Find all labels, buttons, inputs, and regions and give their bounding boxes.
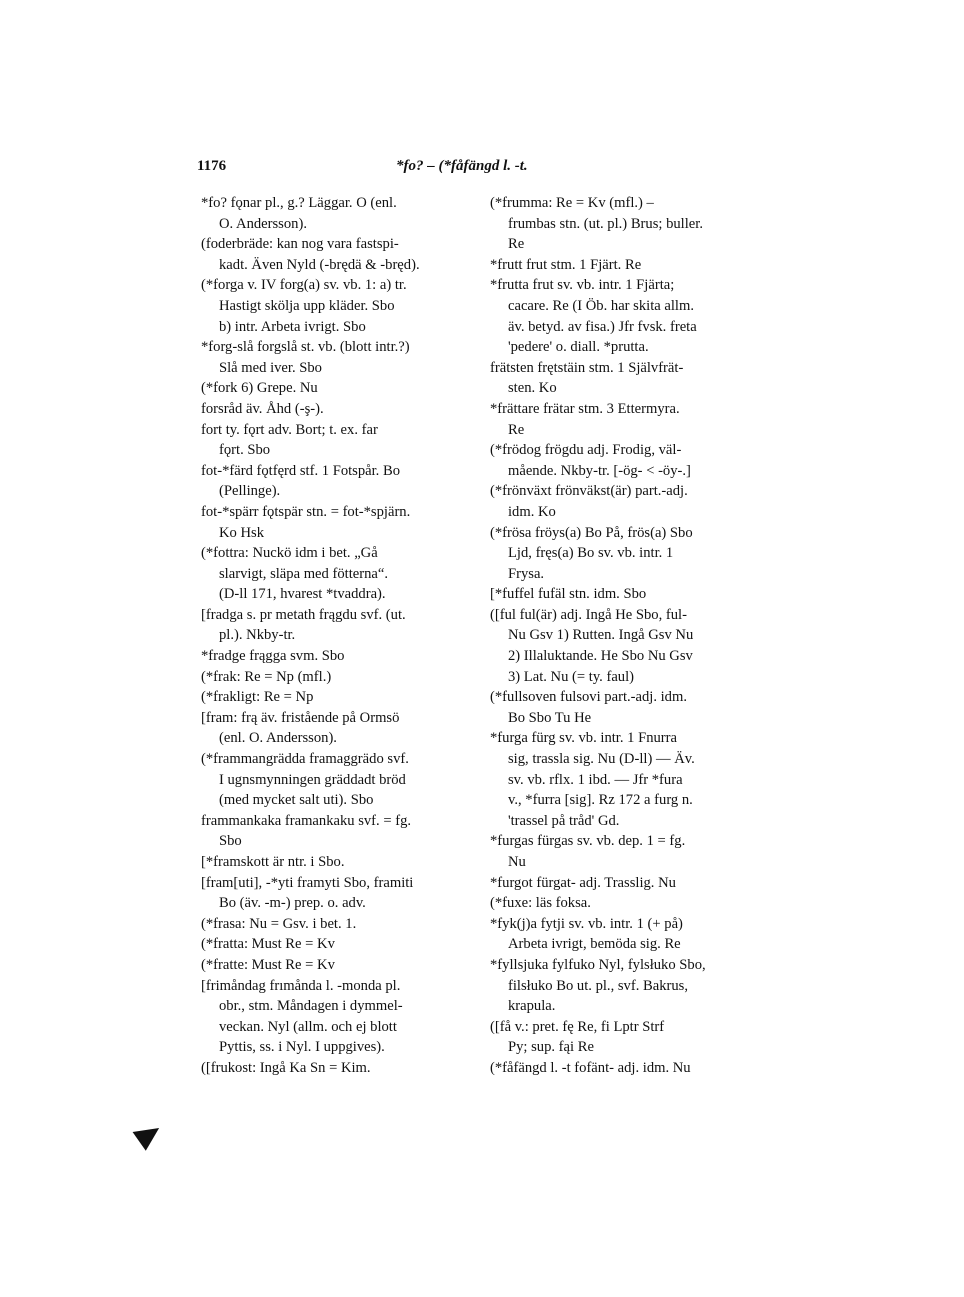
text-line: *frättare frätar stm. 3 Ettermyra.: [490, 400, 680, 417]
text-line: [fram: frą äv. fristående på Ormsö: [201, 709, 400, 726]
text-line: Bo (äv. -m-) prep. o. adv.: [219, 895, 366, 912]
text-line: Arbeta ivrigt, bemöda sig. Re: [508, 936, 681, 953]
text-line: slarvigt, släpa med fötterna“.: [219, 565, 388, 582]
text-line: veckan. Nyl (allm. och ej blott: [219, 1018, 397, 1035]
text-line: Ljd, fręs(a) Bo sv. vb. intr. 1: [508, 545, 674, 562]
text-line: *frutt frut stm. 1 Fjärt. Re: [490, 256, 642, 273]
text-line: Re: [508, 421, 525, 438]
text-line: 'pedere' o. diall. *prutta.: [508, 339, 649, 356]
text-line: sten. Ko: [508, 380, 557, 397]
text-line: (*fottra: Nuckö idm i bet. „Gå: [201, 545, 378, 562]
text-line: I ugnsmynningen gräddadt bröd: [219, 771, 406, 788]
text-line: [fradga s. pr metath frągdu svf. (ut.: [201, 606, 406, 623]
text-line: forsråd äv. Åhd (-ş-).: [201, 400, 324, 417]
text-line: (*frakligt: Re = Np: [201, 689, 314, 706]
text-line: frätsten frętstäin stm. 1 Självfrät-: [490, 359, 684, 376]
text-line: (*fullsoven fulsovi part.-adj. idm.: [490, 689, 687, 706]
text-line: (*frösa fröys(a) Bo På, frös(a) Sbo: [490, 524, 693, 541]
text-line: fǫrt. Sbo: [219, 442, 271, 459]
text-line: frumbas stn. (ut. pl.) Brus; buller.: [508, 215, 703, 232]
text-line: (foderbräde: kan nog vara fastspi-: [201, 236, 399, 253]
text-line: Bo Sbo Tu He: [508, 709, 592, 726]
text-line: (Pellinge).: [219, 483, 281, 500]
text-line: [frimåndag frımånda l. -monda pl.: [201, 977, 401, 994]
text-line: (*fratte: Must Re = Kv: [201, 956, 335, 973]
text-line: kadt. Även Nyld (-brędä & -bręd).: [219, 256, 420, 273]
text-line: Py; sup. fąi Re: [508, 1039, 594, 1056]
text-line: 3) Lat. Nu (= ty. faul): [508, 668, 635, 685]
text-line: Slå med iver. Sbo: [219, 359, 322, 376]
text-line: (D-ll 171, hvarest *tvaddra).: [219, 586, 386, 603]
text-line: (*frak: Re = Np (mfl.): [201, 668, 332, 685]
text-line: *furgot fürgat- adj. Trasslig. Nu: [490, 874, 676, 891]
text-line: Frysa.: [508, 565, 545, 582]
text-line: *furga fürg sv. vb. intr. 1 Fnurra: [490, 730, 677, 747]
text-line: sig, trassla sig. Nu (D-ll) — Äv.: [508, 751, 695, 768]
text-line: (*fuxe: läs foksa.: [490, 895, 591, 912]
text-line: Hastigt skölja upp kläder. Sbo: [219, 297, 395, 314]
text-line: idm. Ko: [508, 503, 556, 520]
text-line: obr., stm. Måndagen i dymmel-: [219, 998, 403, 1015]
text-line: (*frasa: Nu = Gsv. i bet. 1.: [201, 915, 357, 932]
text-line: ([frukost: Ingå Ka Sn = Kim.: [201, 1059, 371, 1076]
text-line: *fo? fǫnar pl., g.? Läggar. O (enl.: [201, 195, 397, 211]
text-line: *forg-slå forgslå st. vb. (blott intr.?): [201, 339, 410, 356]
text-line: *fyk(j)a fytji sv. vb. intr. 1 (+ på): [490, 915, 683, 932]
text-line: *furgas fürgas sv. vb. dep. 1 = fg.: [490, 833, 686, 850]
text-line: [fram[uti], -*yti framyti Sbo, framiti: [201, 874, 414, 891]
text-line: Re: [508, 236, 525, 253]
text-line: pl.). Nkby-tr.: [219, 627, 296, 644]
text-line: (med mycket salt uti). Sbo: [219, 792, 374, 809]
right-column: [490, 193, 766, 1079]
text-line: (enl. O. Andersson).: [219, 730, 337, 747]
margin-mark-icon: [133, 1118, 166, 1151]
text-line: O. Andersson).: [219, 215, 307, 232]
text-line: (*frödog frögdu adj. Frodig, väl-: [490, 442, 682, 459]
text-line: (*frammangrädda framaggrädo svf.: [201, 751, 409, 768]
text-line: b) intr. Arbeta ivrigt. Sbo: [219, 318, 366, 335]
text-line: 'trassel på tråd' Gd.: [508, 812, 620, 829]
text-line: [*fuffel fufäl stn. idm. Sbo: [490, 586, 647, 603]
text-line: *fradge frągga svm. Sbo: [201, 648, 345, 665]
text-line: krapula.: [508, 998, 556, 1015]
text-line: Nu: [508, 854, 526, 870]
text-line: ([få v.: pret. fę Re, fi Lptr Strf: [490, 1018, 665, 1035]
text-line: [*framskott är ntr. i Sbo.: [201, 854, 345, 870]
text-line: (*frönväxt frönväkst(är) part.-adj.: [490, 483, 688, 500]
text-line: (*fork 6) Grepe. Nu: [201, 380, 318, 397]
text-line: v., *furra [sig]. Rz 172 a furg n.: [508, 792, 693, 809]
running-head: *fo? – (*fåfängd l. -t.: [396, 158, 528, 174]
text-line: Nu Gsv 1) Rutten. Ingå Gsv Nu: [508, 627, 694, 644]
text-line: filsłuko Bo ut. pl., svf. Bakrus,: [508, 977, 688, 994]
text-line: Pyttis, ss. i Nyl. I uppgives).: [219, 1039, 385, 1056]
text-line: *fyllsjuka fylfuko Nyl, fylsłuko Sbo,: [490, 956, 706, 973]
text-line: (*forga v. IV forg(a) sv. vb. 1: a) tr.: [201, 277, 407, 294]
text-line: (*fratta: Must Re = Kv: [201, 936, 335, 953]
text-line: Ko Hsk: [219, 524, 264, 541]
text-line: fort ty. fǫrt adv. Bort; t. ex. far: [201, 421, 378, 438]
text-line: mående. Nkby-tr. [-ög- < -öy-.]: [508, 462, 691, 479]
text-line: *frutta frut sv. vb. intr. 1 Fjärta;: [490, 277, 675, 294]
text-line: ([ful ful(är) adj. Ingå He Sbo, ful-: [490, 606, 687, 623]
left-column: [201, 193, 480, 1079]
text-line: Sbo: [219, 833, 242, 850]
text-line: sv. vb. rflx. 1 ibd. — Jfr *fura: [508, 771, 683, 788]
text-line: äv. betyd. av fisa.) Jfr fvsk. freta: [508, 318, 697, 335]
text-line: cacare. Re (I Öb. har skita allm.: [508, 297, 694, 314]
text-line: (*fåfängd l. -t fofänt- adj. idm. Nu: [490, 1059, 691, 1076]
text-line: (*frumma: Re = Kv (mfl.) –: [490, 195, 654, 211]
text-line: fot-*färd fǫtfęrd stf. 1 Fotspår. Bo: [201, 462, 401, 479]
text-line: 2) Illaluktande. He Sbo Nu Gsv: [508, 648, 693, 665]
text-line: frammankaka framankaku svf. = fg.: [201, 812, 412, 829]
text-line: fot-*spärr fǫtspär stn. = fot-*spjärn.: [201, 503, 411, 520]
page-number: 1176: [197, 158, 227, 174]
